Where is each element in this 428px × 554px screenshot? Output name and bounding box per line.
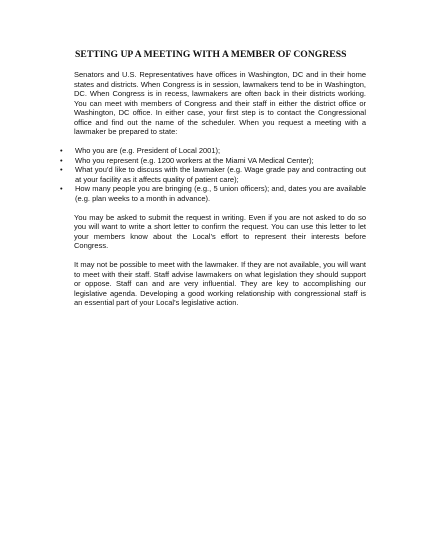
bullet-icon: • (60, 146, 63, 155)
staff-meeting-paragraph: It may not be possible to meet with the lawmaker. If they are not available, you will want to meet with their staff. Staff advise lawmakers on what legislation they should support or oppose. Staff can and are very influential. They are key to accomplishing our legislative agenda. Developing a good working relationship with congressional staff is an essential part of your Local’s legislative action. (74, 260, 366, 307)
bullet-text: How many people you are bringing (e.g., 5 union officers); and, dates you are available (e.g. plan weeks to a month in advance). (75, 184, 366, 203)
document-heading: SETTING UP A MEETING WITH A MEMBER OF CONGRESS (75, 49, 347, 60)
bullet-icon: • (60, 155, 63, 165)
intro-paragraph: Senators and U.S. Representatives have offices in Washington, DC and in their home states and districts. When Congress is in session, lawmakers tend to be in Washington, DC. When Congress is in recess, lawmakers are often back in their districts working. You can meet with members of Congress and their staff in either the district office or Washington, DC office. In either case, your first step is to contact the Congressional office and find out the name of the scheduler. When you request a meeting with a lawmaker be prepared to state: (74, 70, 366, 136)
request-in-writing-paragraph: You may be asked to submit the request in writing. Even if you are not asked to do so you will want to write a short letter to confirm the request. You can use this letter to let your members know about the Local’s effort to represent their interests before Congress. (74, 212, 366, 250)
bullet-text: Who you represent (e.g. 1200 workers at the Miami VA Medical Center); (75, 155, 314, 165)
document-content (60, 49, 366, 317)
bullet-item (59, 146, 366, 156)
bullet-text: Who you are (e.g. President of Local 2001); (75, 146, 221, 155)
bullet-list (60, 146, 366, 203)
bullet-icon: • (60, 165, 63, 174)
bullet-item (59, 156, 366, 166)
bullet-item (59, 184, 366, 203)
bullet-icon: • (60, 184, 63, 193)
bullet-item (59, 165, 366, 184)
bullet-text: What you’d like to discuss with the lawmaker (e.g. Wage grade pay and contracting out at your facility as it affects quality of patient care); (75, 165, 366, 184)
